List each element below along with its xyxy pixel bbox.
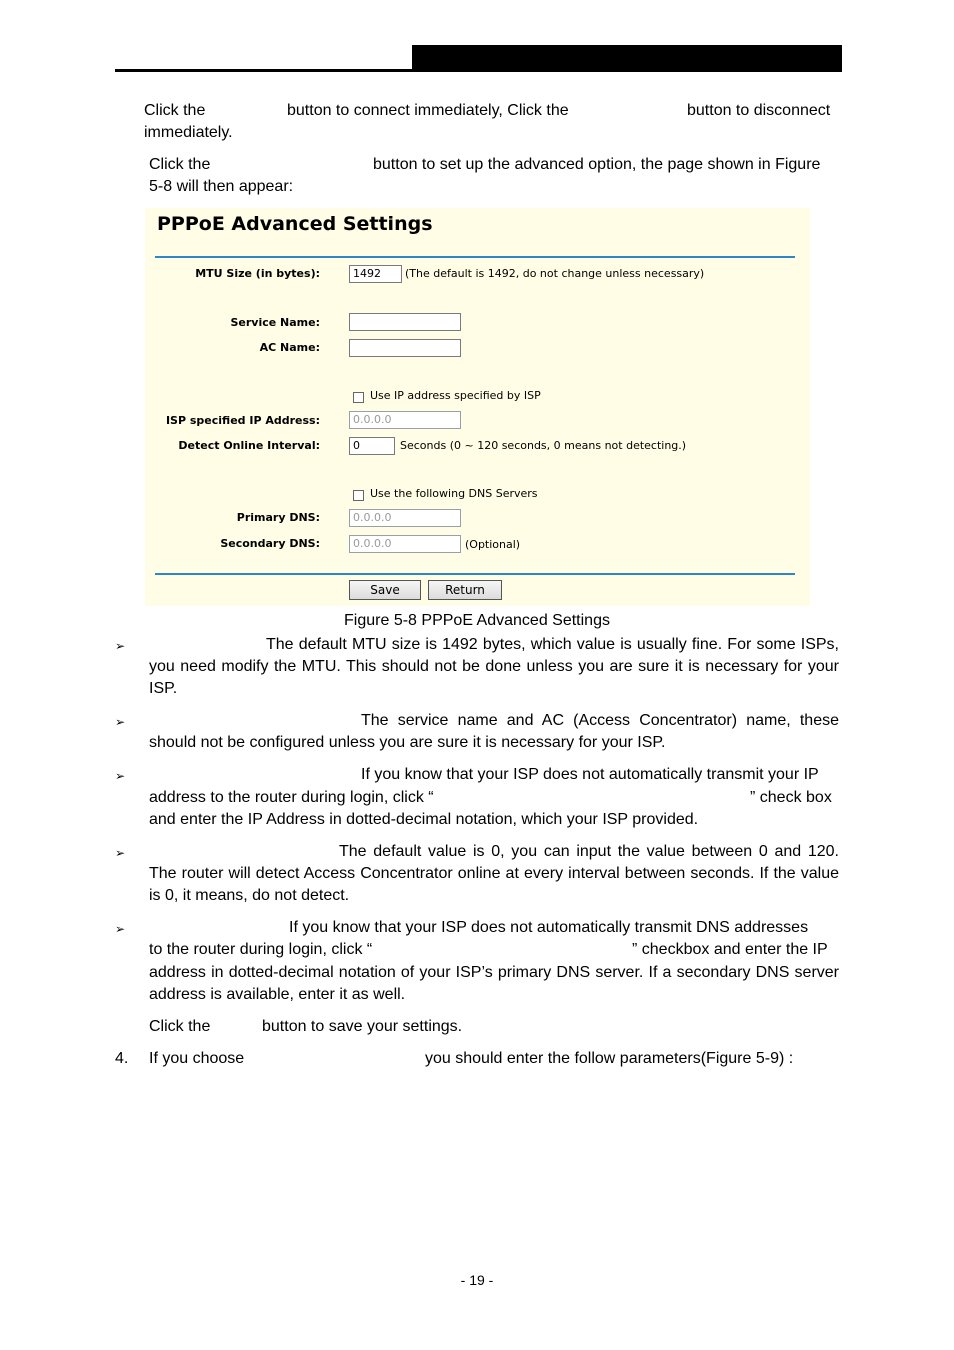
return-button[interactable]: Return <box>428 580 502 600</box>
save-instruction: Click the <box>149 1018 211 1035</box>
bullet-text-isp-ip: ” check box <box>750 789 832 806</box>
save-button[interactable]: Save <box>349 580 421 600</box>
page-number: - 19 - <box>460 1272 494 1288</box>
figure-caption: Figure 5-8 PPPoE Advanced Settings <box>344 612 610 629</box>
intro-text: immediately. <box>144 124 233 141</box>
intro-text: Click the <box>144 102 206 119</box>
mtu-label: MTU Size (in bytes): <box>195 267 320 280</box>
secondary-dns-label: Secondary DNS: <box>220 537 320 550</box>
panel-top-rule <box>155 256 795 258</box>
bullet-text-service: The service name and AC (Access Concentrator) name, these should not be configured unless you are sure it is necessary for your ISP. <box>149 712 839 751</box>
secondary-dns-input[interactable]: 0.0.0.0 <box>349 535 461 553</box>
bullet-icon: ➢ <box>115 922 126 936</box>
pppoe-advanced-panel <box>145 208 810 606</box>
optional-hint: (Optional) <box>465 538 521 551</box>
use-ip-label: Use IP address specified by ISP <box>370 389 541 402</box>
intro-text: button to set up the advanced option, the page shown in Figure <box>373 156 821 173</box>
step-text: If you choose <box>149 1050 245 1067</box>
panel-bottom-rule <box>155 573 795 575</box>
intro-text: button to disconnect <box>687 102 831 119</box>
bullet-icon: ➢ <box>115 846 126 860</box>
bullet-text-isp-ip: address to the router during login, click “ <box>149 789 434 806</box>
bullet-icon: ➢ <box>115 715 126 729</box>
mtu-hint: (The default is 1492, do not change unless necessary) <box>405 267 705 280</box>
use-dns-label: Use the following DNS Servers <box>370 487 538 500</box>
bullet-text-isp-ip: If you know that your ISP does not automatically transmit your IP <box>361 766 819 783</box>
service-name-input[interactable] <box>349 313 461 331</box>
save-instruction: button to save your settings. <box>262 1018 463 1035</box>
bullet-text-dns: address in dotted-decimal notation of your ISP’s primary DNS server. If a secondary DNS server address is available, enter it as well. <box>149 964 839 1003</box>
primary-dns-input[interactable]: 0.0.0.0 <box>349 509 461 527</box>
bullet-icon: ➢ <box>115 639 126 653</box>
detect-interval-label: Detect Online Interval: <box>178 439 320 452</box>
use-ip-checkbox[interactable] <box>353 392 364 403</box>
intro-text: Click the <box>149 156 211 173</box>
isp-ip-input[interactable]: 0.0.0.0 <box>349 411 461 429</box>
panel-title: PPPoE Advanced Settings <box>157 213 433 235</box>
step-number: 4. <box>115 1050 129 1067</box>
bullet-text-detect: The default value is 0, you can input the value between 0 and 120. The router will detect Access Concentrator online at every interval between seconds. If the value is 0, it means, do not detect. <box>149 843 839 904</box>
intro-text: 5-8 will then appear: <box>149 178 294 195</box>
ac-name-input[interactable] <box>349 339 461 357</box>
isp-ip-label: ISP specified IP Address: <box>165 414 320 427</box>
intro-text: button to connect immediately, Click the <box>287 102 569 119</box>
service-name-label: Service Name: <box>230 316 320 329</box>
bullet-text-mtu: The default MTU size is 1492 bytes, which value is usually fine. For some ISPs, you need modify the MTU. This should not be done unless you are sure it is necessary for your ISP. <box>149 636 839 697</box>
primary-dns-label: Primary DNS: <box>236 511 320 524</box>
detect-hint: Seconds (0 ~ 120 seconds, 0 means not detecting.) <box>400 439 687 452</box>
mtu-input[interactable]: 1492 <box>349 265 402 283</box>
bullet-text-dns: to the router during login, click “ <box>149 941 373 958</box>
step-text: you should enter the follow parameters(Figure 5-9) : <box>425 1050 794 1067</box>
bullet-text-isp-ip: and enter the IP Address in dotted-decimal notation, which your ISP provided. <box>149 811 699 828</box>
use-dns-checkbox[interactable] <box>353 490 364 501</box>
detect-interval-input[interactable]: 0 <box>349 437 395 455</box>
ac-name-label: AC Name: <box>259 341 320 354</box>
bullet-text-dns: If you know that your ISP does not automatically transmit DNS addresses <box>289 919 809 936</box>
bullet-text-dns: ” checkbox and enter the IP <box>632 941 828 958</box>
header-bar <box>412 45 842 72</box>
bullet-icon: ➢ <box>115 769 126 783</box>
